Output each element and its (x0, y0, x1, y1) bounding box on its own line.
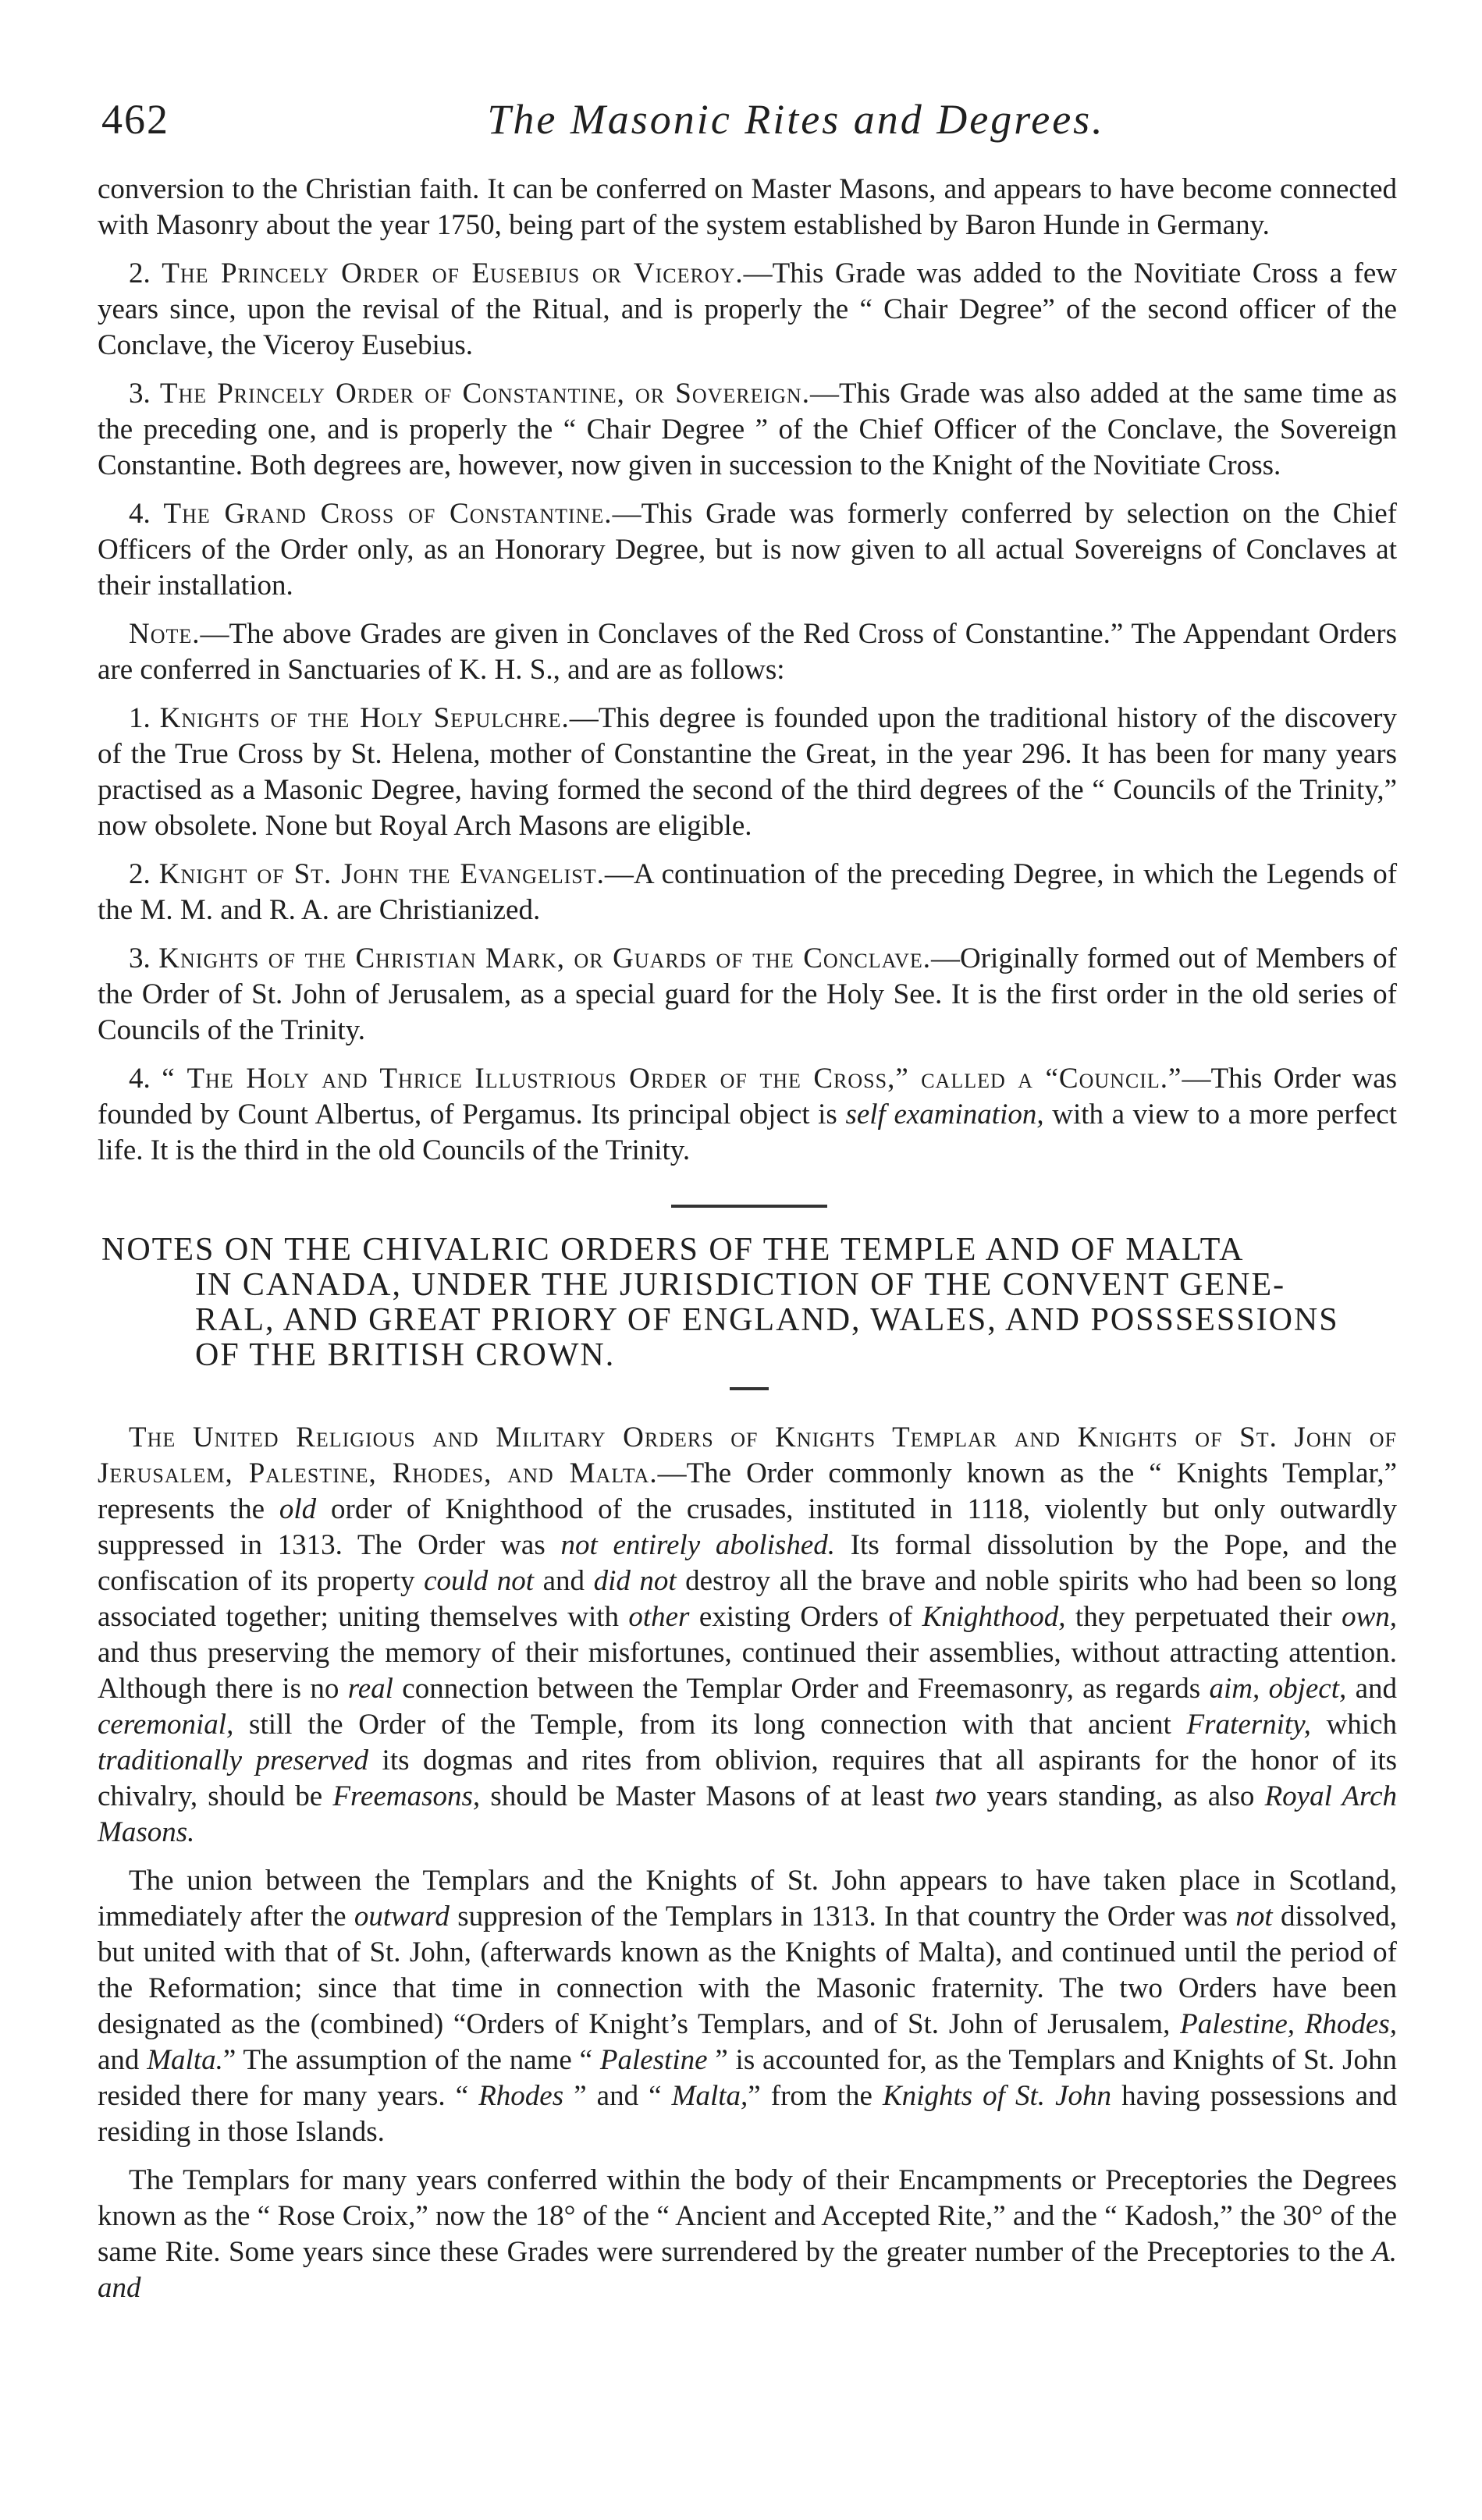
text-run: dissolved, but united with that of St. John, (afterwards known as the Knights of Malta), and continued until the period of the Reformation; since that time in connection with the Masonic fraternity. The two Orders have been designated as the (combined) “Orders of Knight’s Templars, and of St. John of Jerusalem, (98, 1901, 1397, 2040)
grade-paragraph (98, 256, 1397, 364)
text-run: The union between the Templars and the Knights of St. John appears to have taken place in Scotland, immediately after the (98, 1865, 1397, 1933)
item-title: Knights of the Christian Mark, or Guards of the Conclave. (158, 942, 931, 974)
upper-text-block (98, 172, 1397, 1181)
item-body: —This Grade was added to the Novitiate Cross a few years since, upon the revisal of the Ritual, and is properly the “ Chair Degree” of the second officer of the Conclave, the Viceroy Eusebius. (98, 257, 1397, 361)
emphasis-text: other (628, 1601, 690, 1633)
text-run: and thus preserving the memory of their misfortunes, continued their assemblies, without attracting attention. Although there is no (98, 1637, 1397, 1705)
item-number: 3. (129, 378, 151, 410)
text-run: and (1346, 1673, 1397, 1705)
emphasis-text: Royal Arch Masons. (98, 1780, 1397, 1848)
text-run: its dogmas and rites from oblivion, requires that all aspirants for the honor of its chivalry, should be (98, 1744, 1398, 1812)
item-number: 4. (129, 498, 151, 530)
emphasis-text: not (1235, 1901, 1273, 1933)
note-label: Note. (129, 618, 201, 650)
order-paragraph (98, 1061, 1397, 1169)
text-run: The Templars for many years conferred within the body of their Encampments or Preceptories the Degrees known as the “ Rose Croix,” now the 18° of the “ Ancient and Accepted Rite,” and the “ Kadosh,” the 30° of the same Rite. Some years since these Grades were surrendered by the greater number of the Preceptories to the (98, 2164, 1397, 2268)
united-orders-title: The United Religious and Military Orders of Knights Templar and Knights of St. John of Jerusalem, Palestine, Rhodes, and Malta. (98, 1421, 1397, 1489)
emphasis-text: old (279, 1493, 317, 1525)
text-run: which (1310, 1709, 1397, 1741)
heading-line: NOTES ON THE CHIVALRIC ORDERS OF THE TEMPLE AND OF MALTA (101, 1232, 1245, 1268)
item-title: The Princely Order of Constantine, or Sovereign. (159, 378, 810, 410)
grade-paragraph (98, 376, 1397, 484)
emphasis-text: A. and (98, 2236, 1397, 2304)
item-title: Knight of St. John the Evangelist. (158, 858, 605, 890)
text-run: connection between the Templar Order and Freemasonry, as regards (393, 1673, 1210, 1705)
lower-text-block (98, 1420, 1397, 2319)
heading-divider (730, 1387, 769, 1390)
emphasis-text: Fraternity, (1186, 1709, 1311, 1741)
order-paragraph (98, 941, 1397, 1049)
emphasis-text: real (347, 1673, 393, 1705)
text-run: ” is accounted for, as the Templars and Knights of St. John resided there for many years. “ (98, 2044, 1397, 2112)
heading-line: OF THE BRITISH CROWN. (195, 1337, 616, 1373)
text-run: ” and “ (563, 2080, 672, 2112)
item-body: —This Order was founded by Count Albertus, of Pergamus. Its principal object is (98, 1063, 1398, 1130)
emphasis-text: Knights of St. John (882, 2080, 1112, 2112)
text-run: destroy all the brave and noble spirits who had been so long associated together; uniting themselves with (98, 1565, 1397, 1633)
item-title: Knights of the Holy Sepulchre. (159, 702, 570, 734)
emphasis-text: self examination, (845, 1099, 1044, 1130)
emphasis-text: could not (424, 1565, 535, 1597)
item-body: —This Grade was formerly conferred by selection on the Chief Officers of the Order only, as an Honorary Degree, but is now given to all actual Sovereigns of Conclaves at their installation. (98, 498, 1398, 602)
item-number: 1. (129, 702, 151, 734)
heading-line: RAL, AND GREAT PRIORY OF ENGLAND, WALES, AND POSSSESSIONS (195, 1302, 1339, 1338)
text-run: still the Order of the Temple, from its long connection with that ancient (233, 1709, 1187, 1741)
emphasis-text: outward (354, 1901, 450, 1933)
item-title: “ The Holy and Thrice Illustrious Order of the Cross,” called a “Council.” (162, 1063, 1182, 1095)
item-number: 4. (129, 1063, 151, 1095)
union-paragraph (98, 1863, 1397, 2150)
text-run: years standing, as also (976, 1780, 1265, 1812)
emphasis-text: did not (593, 1565, 677, 1597)
text-run: and (534, 1565, 594, 1597)
text-run: they perpetuated their (1065, 1601, 1342, 1633)
item-number: 3. (129, 942, 151, 974)
order-paragraph (98, 701, 1397, 844)
emphasis-text: ceremonial, (98, 1709, 234, 1741)
text-run: ” from the (748, 2080, 883, 2112)
emphasis-text: own, (1342, 1601, 1397, 1633)
note-text: —The above Grades are given in Conclaves of the Red Cross of Constantine.” The Appendant Orders are conferred in Sanctuaries of K. H. S., and are as follows: (98, 618, 1397, 686)
page-header (101, 86, 1397, 148)
order-paragraph (98, 857, 1397, 928)
text-run: Its formal dissolution by the Pope, and the confiscation of its property (98, 1529, 1397, 1597)
item-number: 2. (129, 257, 151, 289)
united-orders-paragraph (98, 1420, 1397, 1851)
emphasis-text: not entirely abolished. (560, 1529, 835, 1561)
emphasis-text: Freemasons, (332, 1780, 481, 1812)
notes-heading (101, 1233, 1397, 1373)
text-run: should be Master Masons of at least (480, 1780, 935, 1812)
item-body: —Originally formed out of Members of the Order of St. John of Jerusalem, as a special guard for the Holy See. It is the first order in the old series of Councils of the Trinity. (98, 942, 1398, 1046)
item-title: The Grand Cross of Constantine. (163, 498, 613, 530)
final-paragraph (98, 2163, 1397, 2306)
text-run: —The Order commonly known as the “ Knights Templar,” represents the (98, 1457, 1398, 1525)
running-title: The Masonic Rites and Degrees. (487, 96, 1105, 143)
emphasis-text: Palestine, Rhodes, (1180, 2008, 1397, 2040)
item-body: with a view to a more perfect life. It is the third in the old Councils of the Trinity. (98, 1099, 1397, 1166)
item-body: —A continuation of the preceding Degree, in which the Legends of the M. M. and R. A. are Christianized. (98, 858, 1398, 926)
emphasis-text: aim, object, (1209, 1673, 1347, 1705)
emphasis-text: Malta, (671, 2080, 748, 2112)
text-run: suppresion of the Templars in 1313. In that country the Order was (449, 1901, 1236, 1933)
grade-paragraph (98, 496, 1397, 604)
item-title: The Princely Order of Eusebius or Viceroy. (162, 257, 744, 289)
intro-paragraph: conversion to the Christian faith. It can be conferred on Master Masons, and appears to have become connected with Masonry about the year 1750, being part of the system established by Baron Hunde in Germany. (98, 173, 1397, 241)
item-body: —This degree is founded upon the traditional history of the discovery of the True Cross by St. Helena, mother of Constantine the Great, in the year 296. It has been for many years practised as a Masonic Degree, having formed the second of the third degrees of the “ Councils of the Trinity,” now obsolete. None but Royal Arch Masons are eligible. (98, 702, 1397, 842)
emphasis-text: two (934, 1780, 977, 1812)
emphasis-text: Rhodes (478, 2080, 564, 2112)
item-number: 2. (129, 858, 151, 890)
text-run: ” The assumption of the name “ (222, 2044, 600, 2076)
text-run: having possessions and residing in those Islands. (98, 2080, 1397, 2148)
text-run: existing Orders of (689, 1601, 922, 1633)
heading-line: IN CANADA, UNDER THE JURISDICTION OF THE CONVENT GENE- (195, 1267, 1286, 1303)
text-run: order of Knighthood of the crusades, instituted in 1118, violently but only outwardly suppressed in 1313. The Order was (98, 1493, 1397, 1561)
section-divider (671, 1205, 827, 1208)
emphasis-text: Palestine (599, 2044, 708, 2076)
text-run: and (98, 2044, 147, 2076)
item-body: —This Grade was also added at the same time as the preceding one, and is properly the “ Chair Degree ” of the Chief Officer of the Conclave, the Sovereign Constantine. Both degrees are, however, now given in succession to the Knight of the Novitiate Cross. (98, 378, 1398, 481)
page-number: 462 (101, 96, 169, 143)
note-paragraph (98, 616, 1397, 688)
emphasis-text: Malta. (147, 2044, 223, 2076)
emphasis-text: traditionally preserved (98, 1744, 369, 1776)
emphasis-text: Knighthood, (922, 1601, 1066, 1633)
